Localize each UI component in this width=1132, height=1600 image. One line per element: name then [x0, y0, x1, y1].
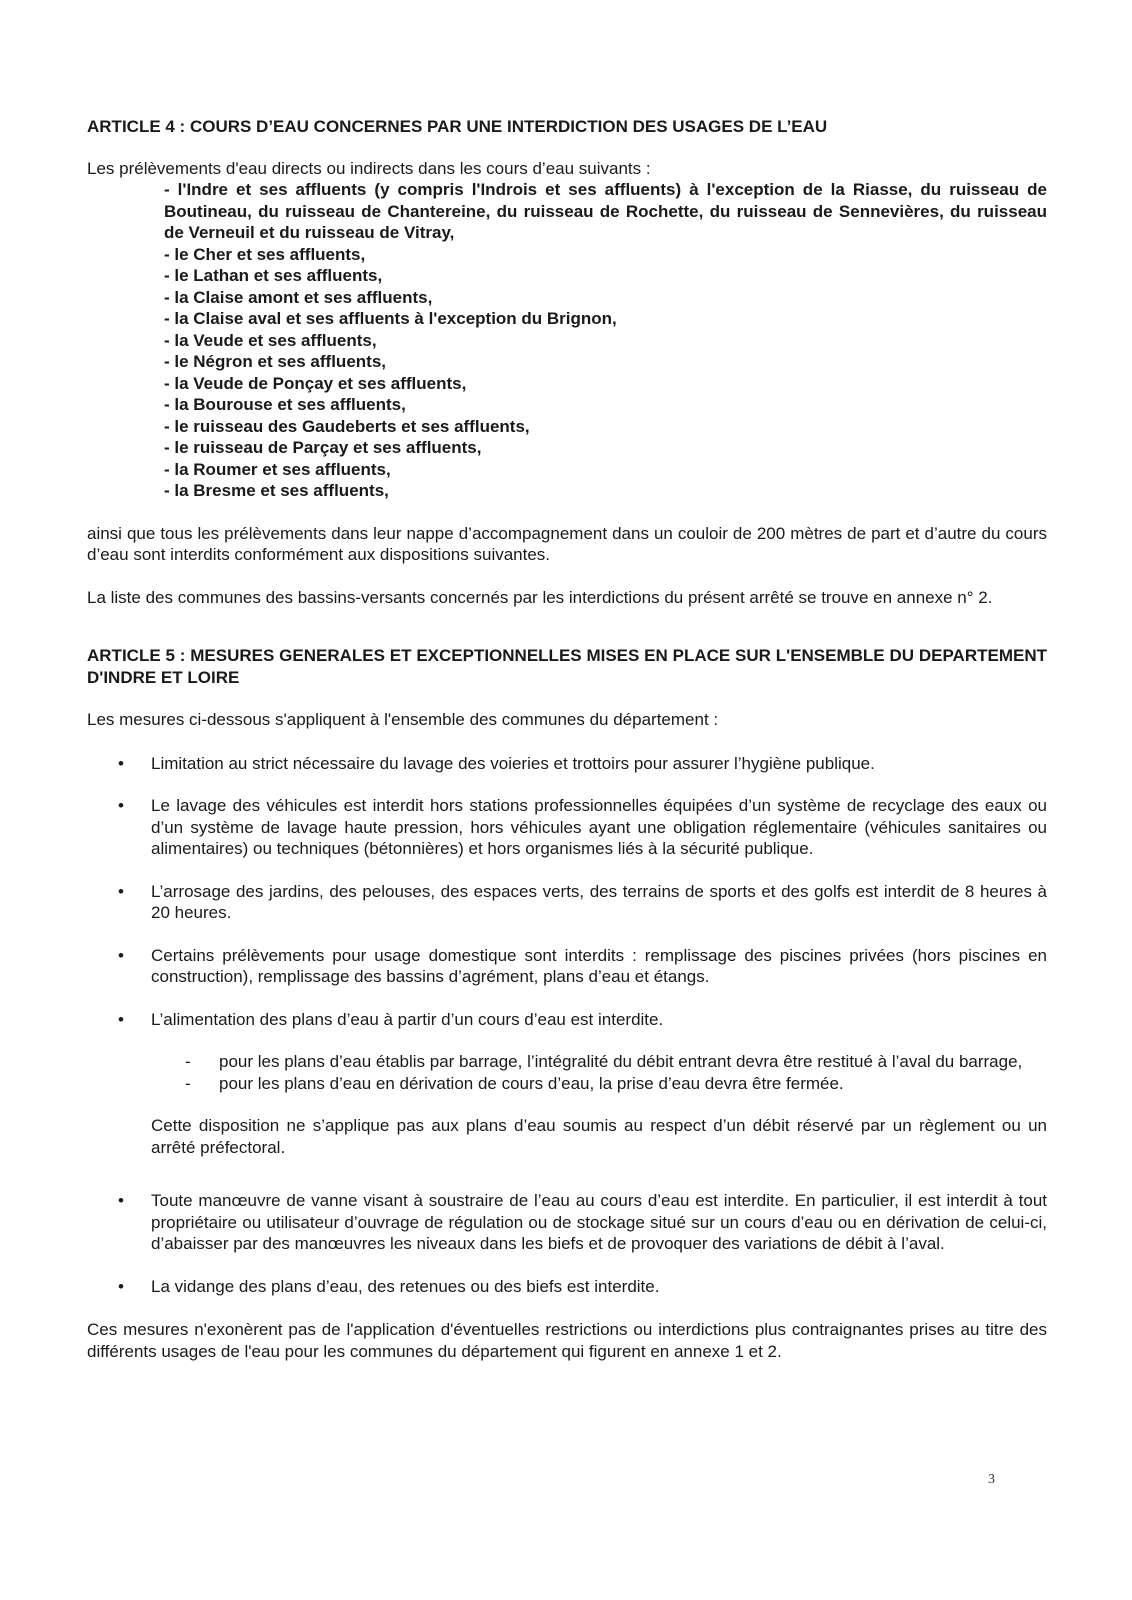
bullet-icon: • — [118, 1191, 124, 1210]
measure-text: L’alimentation des plans d’eau à partir d’un cours d’eau est interdite. — [151, 1009, 664, 1029]
measure-text: Toute manœuvre de vanne visant à soustraire de l’eau au cours d’eau est interdite. En particulier, il est interdit à tout propriétaire ou utilisateur d’ouvrage de régulation ou de stockage situé sur un cours d’eau ou en dérivation de celui-ci, d’abaisser par des manœuvres les niveaux dans les biefs et de provoquer des variations de débit à l’aval. — [151, 1191, 1047, 1253]
list-item — [87, 1009, 1047, 1159]
document-page — [87, 116, 1047, 1362]
bullet-icon: • — [118, 1276, 124, 1296]
river-item: - la Bresme et ses affluents, — [164, 481, 389, 500]
list-item — [151, 1073, 1047, 1095]
river-item: - le Lathan et ses affluents, — [164, 266, 383, 285]
article-4-title: ARTICLE 4 : COURS D’EAU CONCERNES PAR UNE INTERDICTION DES USAGES DE L’EAU — [87, 117, 828, 136]
river-item: - la Veude de Ponçay et ses affluents, — [164, 373, 467, 393]
river-item: - la Claise amont et ses affluents, — [164, 287, 433, 307]
measure-text: L’arrosage des jardins, des pelouses, des espaces verts, des terrains de sports et des golfs est interdit de 8 heures à 20 heures. — [151, 881, 1047, 922]
list-item — [87, 753, 1047, 775]
river-item: - le Négron et ses affluents, — [164, 352, 386, 371]
sub-measures-list — [151, 1051, 1047, 1094]
sub-note: Cette disposition ne s’applique pas aux plans d’eau soumis au respect d’un débit réservé par un règlement ou un arrêté préfectoral. — [151, 1116, 1047, 1157]
list-item — [87, 1276, 1047, 1298]
dash-icon: - — [185, 1052, 191, 1071]
article-4-intro: Les prélèvements d'eau directs ou indirects dans les cours d’eau suivants : — [87, 158, 651, 178]
river-item: - la Veude et ses affluents, — [164, 330, 377, 350]
article-5-closing: Ces mesures n'exonèrent pas de l'application d'éventuelles restrictions ou interdictions plus contraignantes prises au titre des différents usages de l'eau pour les communes du département qui figurent en annexe 1 et 2. — [87, 1320, 1047, 1361]
list-item — [87, 881, 1047, 924]
list-item — [87, 945, 1047, 988]
list-item — [151, 1051, 1047, 1073]
measure-text: Certains prélèvements pour usage domestique sont interdits : remplissage des piscines privées (hors piscines en construction), remplissage des bassins d’agrément, plans d’eau et étangs. — [151, 945, 1047, 986]
list-item — [87, 795, 1047, 860]
river-item: - le ruisseau de Parçay et ses affluents, — [164, 438, 482, 457]
measure-text: La vidange des plans d’eau, des retenues ou des biefs est interdite. — [151, 1276, 660, 1296]
article-4-annex-note: La liste des communes des bassins-versants concernés par les interdictions du présent arrêté se trouve en annexe n° 2. — [87, 587, 993, 607]
bullet-icon: • — [118, 1009, 124, 1029]
river-item: - la Claise aval et ses affluents à l'exception du Brignon, — [164, 309, 617, 328]
article-5-title: ARTICLE 5 : MESURES GENERALES ET EXCEPTIONNELLES MISES EN PLACE SUR L'ENSEMBLE DU DEPARTEMENT D'INDRE ET LOIRE — [87, 646, 1047, 687]
river-item: - le ruisseau des Gaudeberts et ses affluents, — [164, 416, 530, 436]
river-item: - le Cher et ses affluents, — [164, 244, 366, 264]
river-item: - la Bourouse et ses affluents, — [164, 395, 406, 414]
measures-list — [87, 753, 1047, 1298]
sub-measure-text: pour les plans d’eau en dérivation de cours d’eau, la prise d’eau devra être fermée. — [219, 1073, 844, 1093]
river-list — [164, 179, 1047, 502]
bullet-icon: • — [118, 796, 124, 815]
bullet-icon: • — [118, 945, 124, 965]
article-4-closing: ainsi que tous les prélèvements dans leur nappe d’accompagnement dans un couloir de 200 mètres de part et d’autre du cours d’eau sont interdits conformément aux dispositions suivantes. — [87, 523, 1047, 564]
river-item: - l'Indre et ses affluents (y compris l'Indrois et ses affluents) à l'exception de la Riasse, du ruisseau de Boutineau, du ruisseau de Chantereine, du ruisseau de Rochette, du ruisseau de Sennevières, du ruisseau de Verneuil et du ruisseau de Vitray, — [164, 180, 1047, 242]
sub-measure-text: pour les plans d’eau établis par barrage, l’intégralité du débit entrant devra être restitué à l’aval du barrage, — [219, 1052, 1023, 1071]
bullet-icon: • — [118, 881, 124, 901]
dash-icon: - — [185, 1073, 191, 1093]
measure-text: Le lavage des véhicules est interdit hors stations professionnelles équipées d’un système de recyclage des eaux ou d’un système de lavage haute pression, hors véhicules ayant une obligation réglementaire (véhicules sanitaires ou alimentaires) ou techniques (bétonnières) et hors organismes liés à la sécurité publique. — [151, 796, 1047, 858]
river-item: - la Roumer et ses affluents, — [164, 459, 391, 479]
page-number: 3 — [988, 1472, 995, 1487]
article-5-intro: Les mesures ci-dessous s'appliquent à l'ensemble des communes du département : — [87, 710, 719, 729]
bullet-icon: • — [118, 753, 124, 773]
list-item — [87, 1190, 1047, 1255]
measure-text: Limitation au strict nécessaire du lavage des voieries et trottoirs pour assurer l’hygiène publique. — [151, 753, 875, 773]
